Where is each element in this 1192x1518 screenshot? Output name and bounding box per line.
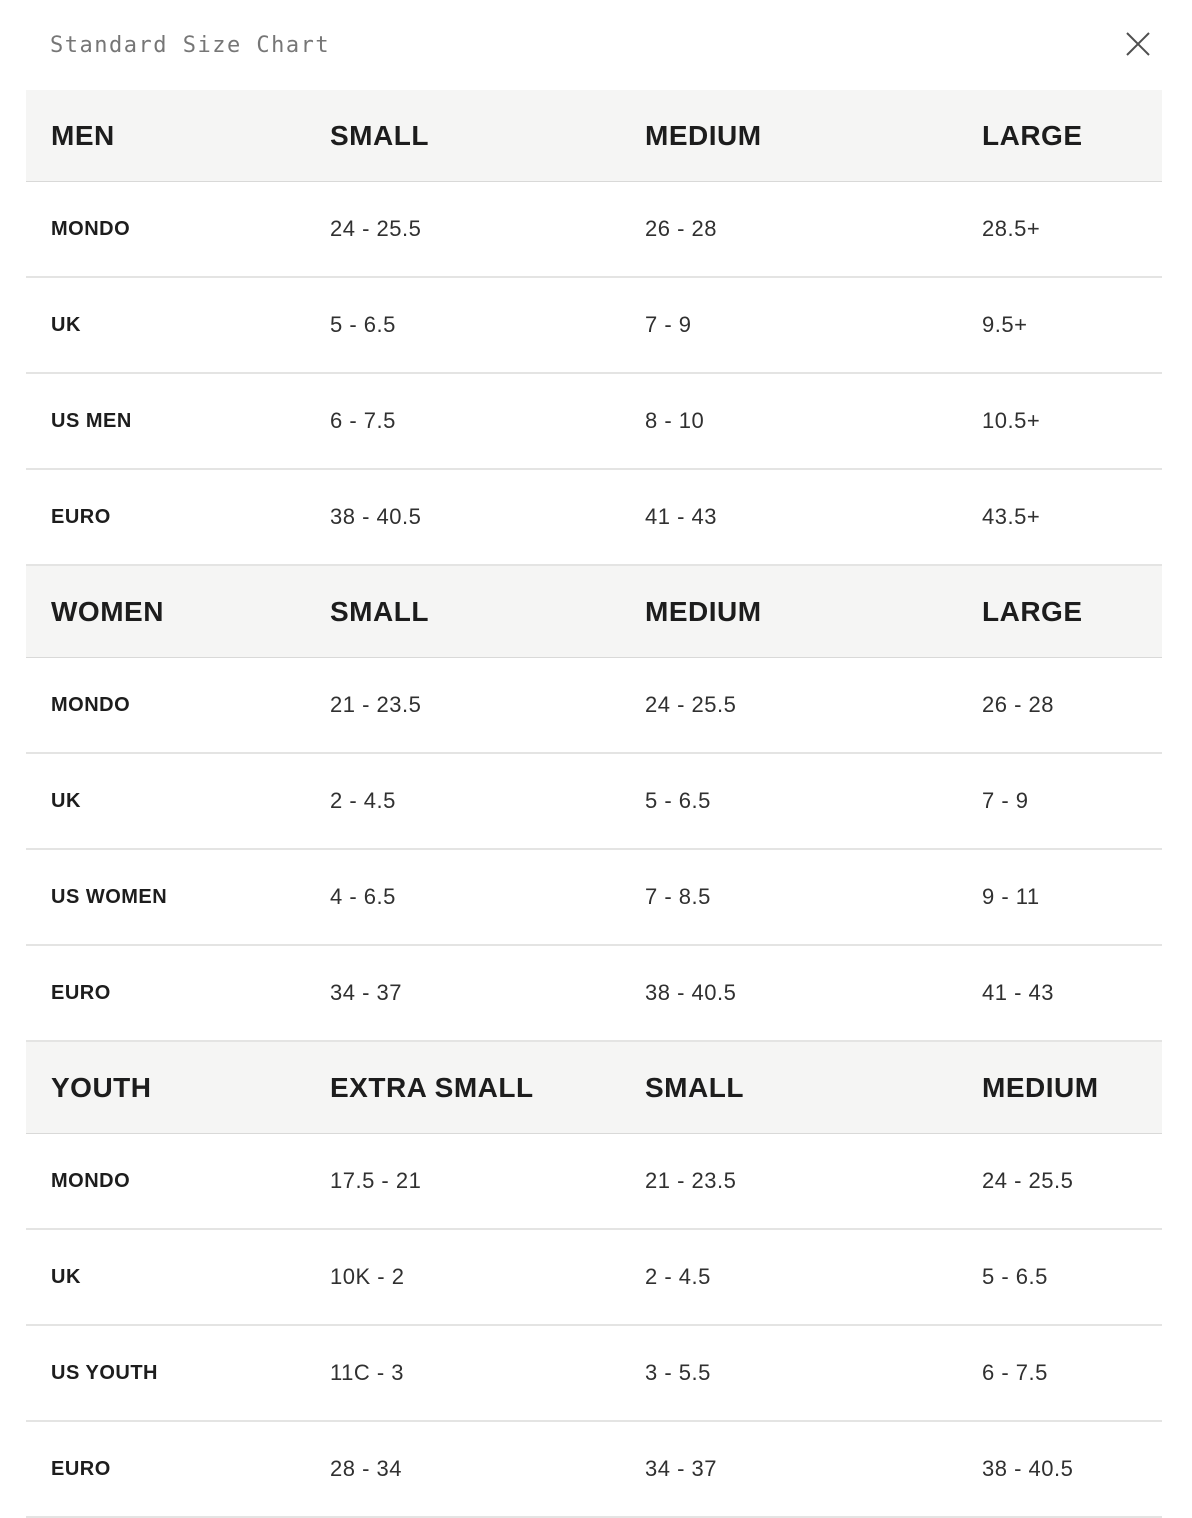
section-women (26, 566, 1162, 1042)
table-row (26, 470, 1162, 566)
cell-value: 8 - 10 (645, 408, 705, 433)
cell-value: 5 - 6.5 (645, 788, 711, 813)
modal-header (0, 0, 1192, 90)
cell-value: 21 - 23.5 (330, 692, 422, 717)
column-header: SMALL (645, 1071, 744, 1103)
section-youth (26, 1042, 1162, 1518)
size-chart-table (26, 90, 1162, 1518)
cell-value: 7 - 8.5 (645, 884, 711, 909)
section-header-row (26, 566, 1162, 658)
cell-value: 38 - 40.5 (330, 504, 422, 529)
cell-value: 41 - 43 (645, 504, 717, 529)
cell-value: 34 - 37 (645, 1456, 717, 1481)
cell-value: 34 - 37 (330, 980, 402, 1005)
row-label: EURO (51, 1457, 111, 1480)
column-header: MEDIUM (982, 1071, 1099, 1103)
cell-value: 43.5+ (982, 504, 1041, 529)
table-row (26, 1326, 1162, 1422)
row-label: US YOUTH (51, 1361, 158, 1384)
row-label: UK (51, 789, 81, 812)
cell-value: 24 - 25.5 (330, 216, 422, 241)
section-men (26, 90, 1162, 566)
cell-value: 6 - 7.5 (330, 408, 396, 433)
cell-value: 28 - 34 (330, 1456, 402, 1481)
table-row (26, 754, 1162, 850)
cell-value: 6 - 7.5 (982, 1360, 1048, 1385)
modal-title: Standard Size Chart (50, 33, 331, 58)
cell-value: 2 - 4.5 (330, 788, 396, 813)
table-row (26, 946, 1162, 1042)
table-row (26, 182, 1162, 278)
table-row (26, 850, 1162, 946)
table-row (26, 1422, 1162, 1518)
column-header: SMALL (330, 119, 429, 151)
section-name: MEN (51, 119, 115, 151)
cell-value: 28.5+ (982, 216, 1041, 241)
row-label: MONDO (51, 217, 131, 240)
cell-value: 5 - 6.5 (982, 1264, 1048, 1289)
section-header-row (26, 90, 1162, 182)
close-icon (1125, 31, 1151, 57)
column-header: MEDIUM (645, 595, 762, 627)
table-row (26, 658, 1162, 754)
cell-value: 38 - 40.5 (982, 1456, 1074, 1481)
close-button[interactable] (1114, 20, 1162, 68)
cell-value: 11C - 3 (330, 1360, 405, 1385)
cell-value: 41 - 43 (982, 980, 1054, 1005)
section-name: YOUTH (51, 1071, 152, 1103)
cell-value: 24 - 25.5 (645, 692, 737, 717)
table-row (26, 1134, 1162, 1230)
row-label: EURO (51, 981, 111, 1004)
cell-value: 21 - 23.5 (645, 1168, 737, 1193)
cell-value: 10.5+ (982, 408, 1041, 433)
column-header: EXTRA SMALL (330, 1071, 534, 1103)
column-header: LARGE (982, 119, 1083, 151)
cell-value: 38 - 40.5 (645, 980, 737, 1005)
cell-value: 7 - 9 (645, 312, 692, 337)
cell-value: 26 - 28 (982, 692, 1054, 717)
column-header: SMALL (330, 595, 429, 627)
cell-value: 7 - 9 (982, 788, 1029, 813)
cell-value: 10K - 2 (330, 1264, 405, 1289)
row-label: MONDO (51, 693, 131, 716)
cell-value: 4 - 6.5 (330, 884, 396, 909)
row-label: MONDO (51, 1169, 131, 1192)
section-name: WOMEN (51, 595, 164, 627)
cell-value: 3 - 5.5 (645, 1360, 711, 1385)
column-header: LARGE (982, 595, 1083, 627)
cell-value: 2 - 4.5 (645, 1264, 711, 1289)
cell-value: 5 - 6.5 (330, 312, 396, 337)
row-label: US MEN (51, 409, 132, 432)
cell-value: 26 - 28 (645, 216, 717, 241)
row-label: UK (51, 1265, 81, 1288)
cell-value: 17.5 - 21 (330, 1168, 422, 1193)
column-header: MEDIUM (645, 119, 762, 151)
row-label: UK (51, 313, 81, 336)
section-header-row (26, 1042, 1162, 1134)
cell-value: 24 - 25.5 (982, 1168, 1074, 1193)
cell-value: 9 - 11 (982, 884, 1040, 909)
table-row (26, 1230, 1162, 1326)
row-label: EURO (51, 505, 111, 528)
table-row (26, 278, 1162, 374)
row-label: US WOMEN (51, 885, 168, 908)
cell-value: 9.5+ (982, 312, 1028, 337)
table-row (26, 374, 1162, 470)
